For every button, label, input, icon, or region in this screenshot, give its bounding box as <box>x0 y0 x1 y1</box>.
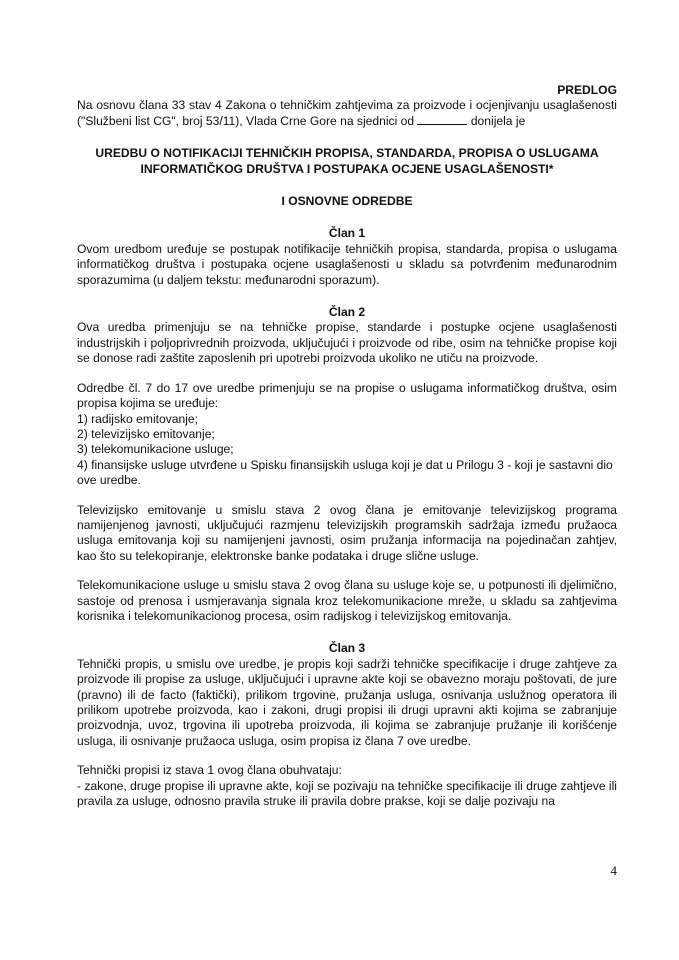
section-heading: I OSNOVNE ODREDBE <box>281 194 413 209</box>
list-item: 4) finansijske usluge utvrđene u Spisku finansijskih usluga koji je dat u Prilogu 3 - koji je sastavni dio ove uredbe. <box>77 457 613 488</box>
intro-text: Na osnovu člana 33 stav 4 Zakona o tehničkim zahtjevima za proizvode i ocjenjivanju usaglašenosti ("Službeni list CG", broj 53/11), Vlada Crne Gore na sjednici od <box>77 98 617 128</box>
clan2-heading: Član 2 <box>328 305 366 320</box>
list-item: 1) radijsko emitovanje; <box>77 411 198 426</box>
clan3-heading: Član 3 <box>328 641 366 656</box>
list-item: 2) televizijsko emitovanje; <box>77 426 215 441</box>
clan1-heading: Član 1 <box>328 226 366 241</box>
date-blank-line <box>417 114 467 125</box>
intro-text-end: donijela je <box>470 113 526 128</box>
clan2-paragraph-1: Ova uredba primenjuju se na tehničke propise, standarde i postupke ocjene usaglašenosti industrijskih i poljoprivrednih proizvoda, uključujući i proizvode od ribe, osim na tehničke propise koji se donose radi zaštite zaposlenih pri upotrebi proizvoda ukoliko ne utiču na proizvode. <box>77 320 617 366</box>
clan3-paragraph-3: - zakone, druge propise ili upravne akte, koji se pozivaju na tehničke specifikacije ili druge zahtjeve ili pravila za usluge, odnosno pravila struke ili pravila dobre prakse, koji se dalje pozivaju na <box>77 778 617 809</box>
intro-paragraph <box>77 98 617 129</box>
page-number: 4 <box>610 863 617 878</box>
clan3-paragraph-2: Tehnički propisi iz stava 1 ovog člana obuhvataju: <box>77 763 342 778</box>
clan3-paragraph-1: Tehnički propis, u smislu ove uredbe, je propis koji sadrži tehničke specifikacije i druge zahtjeve za proizvode ili propise za usluge, uključujući i upravne akte koji se obavezno moraju poštovati, de jure (pravno) ili de facto (faktički), prilikom trgovine, pružanja usluga, osnivanja uslužnog operatora ili prilikom upotrebe proizvoda, kao i zakoni, drugi propisi ili drugi upravni akti kojima se zabranjuje proizvodnja, uvoz, trgovina ili upotreba proizvoda, ili kojima se zabranjuje pružanje ili korišćenje usluga, ili osnivanje pružaoca usluga, osim propisa iz člana 7 ove uredbe. <box>77 656 617 748</box>
list-item: 3) telekomunikacione usluge; <box>77 442 234 457</box>
clan2-paragraph-3: Televizijsko emitovanje u smislu stava 2 ovog člana je emitovanje televizijskog programa namijenjenog javnosti, uključujući razmjenu televizijskih programskih sadržaja između pružaoca usluga emitovanja koji su namijenjeni javnosti, osim pružanja informacija na pojedinačan zahtjev, kao što su telekopiranje, elektronske banke podataka i druge slične usluge. <box>77 502 617 563</box>
document-body <box>77 83 617 809</box>
clan2-paragraph-4: Telekomunikacione usluge u smislu stava 2 ovog člana su usluge koje se, u potpunosti ili djelimično, sastoje od prenosa i usmjeravanja signala kroz telekomunikacione mreže, u skladu sa zahtjevima korisnika i telekomunikacionog procesa, osim radijskog i televizijskog emitovanja. <box>77 578 617 623</box>
predlog-label: PREDLOG <box>557 83 617 97</box>
clan1-text: Ovom uredbom uređuje se postupak notifikacije tehničkih propisa, standarda, propisa o uslugama informatičkog društva i postupaka ocjene usaglašenosti u skladu sa potvrđenim međunarodnim sporazumima (u daljem tekstu: međunarodni sporazum). <box>77 241 617 287</box>
clan2-paragraph-2: Odredbe čl. 7 do 17 ove uredbe primenjuju se na propise o uslugama informatičkog društva, osim propisa kojima se uređuje: <box>77 380 617 411</box>
document-title: UREDBU O NOTIFIKACIJI TEHNIČKIH PROPISA, STANDARDA, PROPISA O USLUGAMA INFORMATIČKOG DRUŠTVA I POSTUPAKA OCJENE USAGLAŠENOSTI* <box>95 146 599 176</box>
